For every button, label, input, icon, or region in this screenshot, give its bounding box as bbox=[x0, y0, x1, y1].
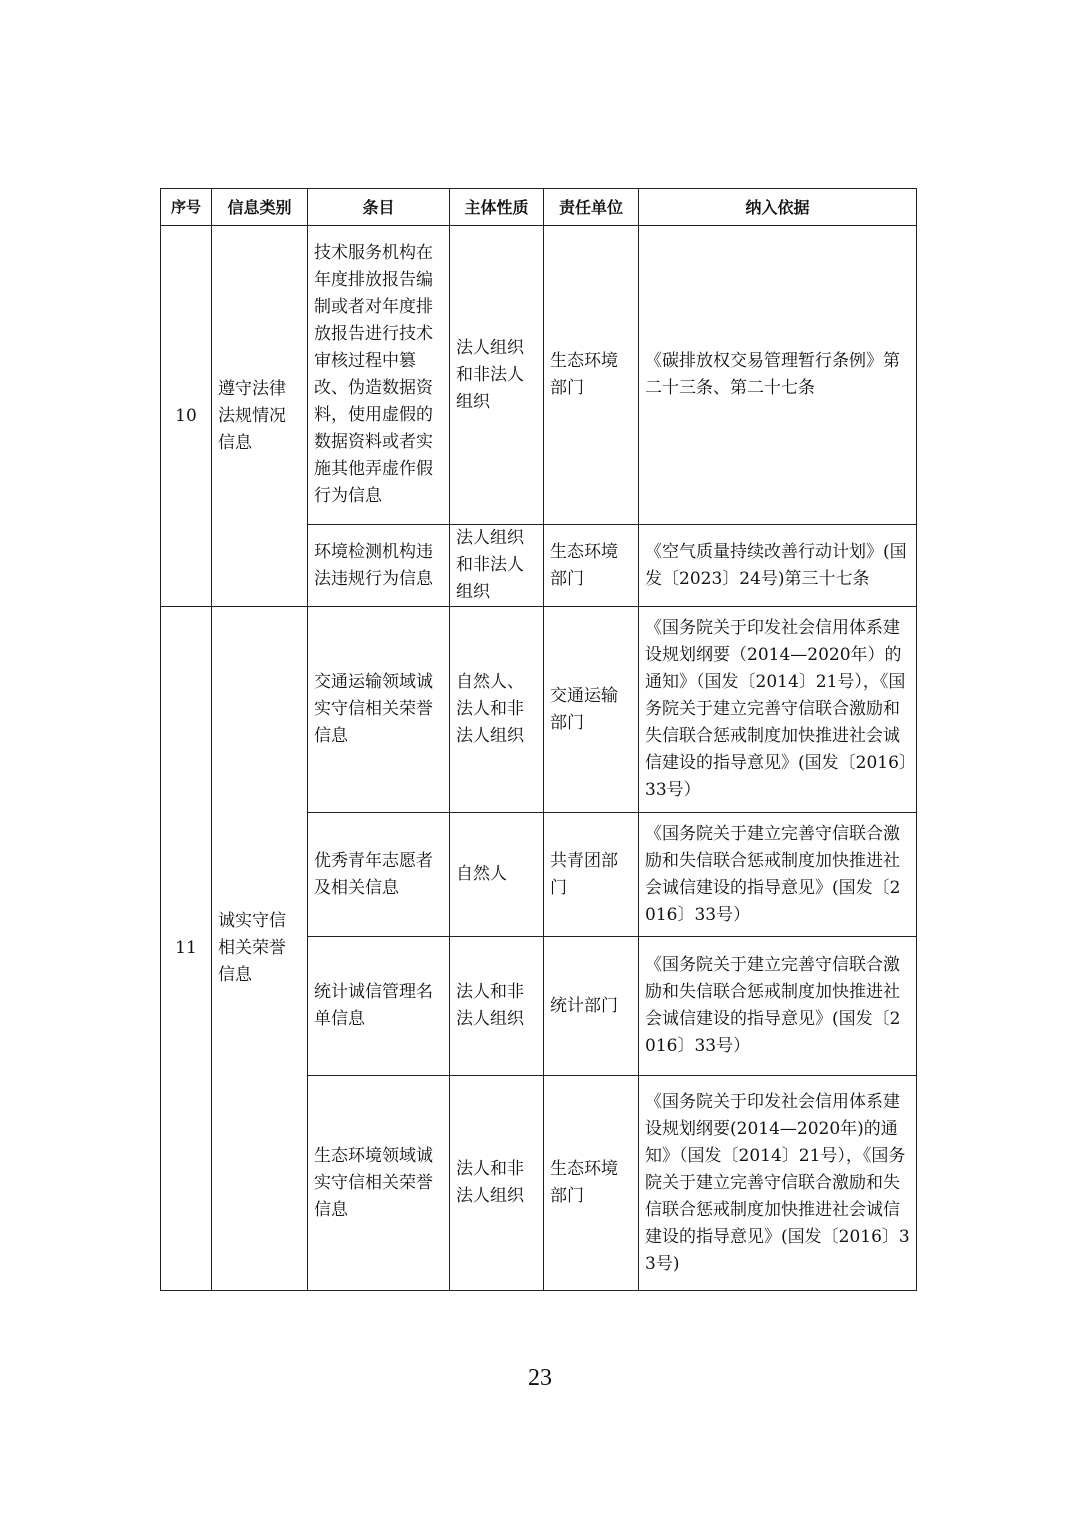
basis-cell: 《国务院关于建立完善守信联合激励和失信联合惩戒制度加快推进社会诚信建设的指导意见》(国发〔2016〕33号） bbox=[639, 937, 917, 1076]
unit-cell: 生态环境部门 bbox=[544, 1076, 639, 1291]
table-row bbox=[161, 607, 917, 813]
header-seq: 序号 bbox=[161, 189, 212, 226]
header-basis: 纳入依据 bbox=[639, 189, 917, 226]
unit-cell: 统计部门 bbox=[544, 937, 639, 1076]
unit-cell: 共青团部门 bbox=[544, 813, 639, 937]
subject-cell: 法人组织和非法人组织 bbox=[450, 525, 544, 607]
item-cell: 交通运输领域诚实守信相关荣誉信息 bbox=[308, 607, 450, 813]
page-number: 23 bbox=[528, 1365, 552, 1391]
basis-cell: 《碳排放权交易管理暂行条例》第二十三条、第二十七条 bbox=[639, 226, 917, 525]
header-unit: 责任单位 bbox=[544, 189, 639, 226]
basis-cell: 《空气质量持续改善行动计划》(国发〔2023〕24号)第三十七条 bbox=[639, 525, 917, 607]
row-number: 10 bbox=[161, 226, 212, 607]
subject-cell: 法人组织和非法人组织 bbox=[450, 226, 544, 525]
row-number: 11 bbox=[161, 607, 212, 1291]
item-cell: 统计诚信管理名单信息 bbox=[308, 937, 450, 1076]
item-cell: 生态环境领域诚实守信相关荣誉信息 bbox=[308, 1076, 450, 1291]
credit-info-table bbox=[160, 188, 917, 1291]
unit-cell: 交通运输部门 bbox=[544, 607, 639, 813]
unit-cell: 生态环境部门 bbox=[544, 525, 639, 607]
unit-cell: 生态环境部门 bbox=[544, 226, 639, 525]
table-row bbox=[161, 226, 917, 525]
header-subject: 主体性质 bbox=[450, 189, 544, 226]
basis-cell: 《国务院关于建立完善守信联合激励和失信联合惩戒制度加快推进社会诚信建设的指导意见》(国发〔2016〕33号） bbox=[639, 813, 917, 937]
subject-cell: 自然人 bbox=[450, 813, 544, 937]
basis-cell: 《国务院关于印发社会信用体系建设规划纲要（2014—2020年）的通知》（国发〔2014〕21号），《国务院关于建立完善守信联合激励和失信联合惩戒制度加快推进社会诚信建设的指导意见》(国发〔2016〕33号） bbox=[639, 607, 917, 813]
category-cell: 诚实守信相关荣誉信息 bbox=[212, 607, 308, 1291]
basis-cell: 《国务院关于印发社会信用体系建设规划纲要(2014—2020年)的通知》（国发〔2014〕21号），《国务院关于建立完善守信联合激励和失信联合惩戒制度加快推进社会诚信建设的指导意见》(国发〔2016〕33号) bbox=[639, 1076, 917, 1291]
item-cell: 环境检测机构违法违规行为信息 bbox=[308, 525, 450, 607]
subject-cell: 自然人、法人和非法人组织 bbox=[450, 607, 544, 813]
item-cell: 优秀青年志愿者及相关信息 bbox=[308, 813, 450, 937]
item-cell: 技术服务机构在年度排放报告编制或者对年度排放报告进行技术审核过程中篡改、伪造数据资料，使用虚假的数据资料或者实施其他弄虚作假行为信息 bbox=[308, 226, 450, 525]
subject-cell: 法人和非法人组织 bbox=[450, 937, 544, 1076]
header-item: 条目 bbox=[308, 189, 450, 226]
header-row bbox=[161, 189, 917, 226]
subject-cell: 法人和非法人组织 bbox=[450, 1076, 544, 1291]
header-category: 信息类别 bbox=[212, 189, 308, 226]
category-cell: 遵守法律法规情况信息 bbox=[212, 226, 308, 607]
